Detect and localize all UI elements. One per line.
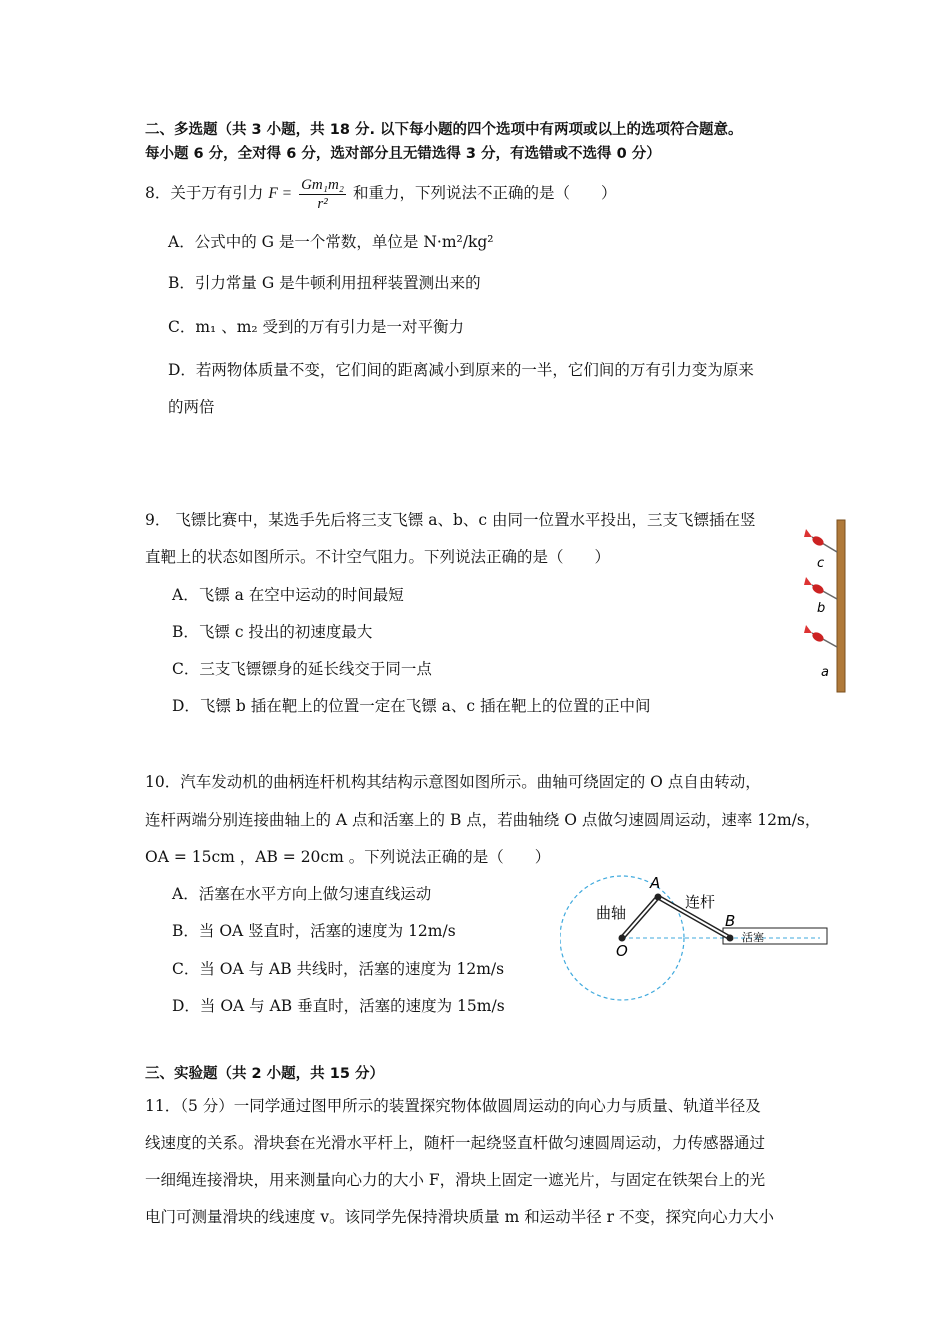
q10-option-a: A．活塞在水平方向上做匀速直线运动	[172, 885, 432, 903]
q10-stem-line2: 连杆两端分别连接曲轴上的 A 点和活塞上的 B 点，若曲轴绕 O 点做匀速圆周运动，速率 12m/s，	[145, 811, 821, 829]
q11-stem-line2: 线速度的关系。滑块套在光滑水平杆上，随杆一起绕竖直杆做匀速圆周运动，力传感器通过	[145, 1134, 766, 1152]
dart-a	[804, 625, 837, 647]
dart-b	[804, 577, 837, 599]
q8-option-d-continued: 的两倍	[168, 398, 215, 416]
q10-option-b: B．当 OA 竖直时，活塞的速度为 12m/s	[172, 922, 456, 940]
q11-stem-line1: 11．（5 分）一同学通过图甲所示的装置探究物体做圆周运动的向心力与质量、轨道半径及	[145, 1097, 761, 1115]
dart-c	[804, 529, 837, 552]
q8-number: 8．	[145, 184, 171, 202]
label-rod: 连杆	[685, 893, 716, 911]
q9-dart-board-figure	[800, 515, 860, 695]
q8-option-c: C．m₁ 、m₂ 受到的万有引力是一对平衡力	[168, 318, 465, 336]
q11-stem-line3: 一细绳连接滑块，用来测量向心力的大小 F，滑块上固定一遮光片，与固定在铁架台上的光	[145, 1171, 766, 1189]
q10-option-d: D．当 OA 与 AB 垂直时，活塞的速度为 15m/s	[172, 997, 505, 1015]
q8-formula-numerator: Gm₁m₂	[301, 176, 345, 193]
q11-stem-line4: 电门可测量滑块的线速度 v。该同学先保持滑块质量 m 和运动半径 r 不变，探究向心力大小	[145, 1208, 775, 1226]
q8-stem-before: 关于万有引力	[170, 184, 264, 202]
q8-formula-fraction	[299, 176, 346, 213]
point-o	[619, 935, 626, 942]
label-a: A	[650, 874, 661, 892]
q9-option-d: D．飞镖 b 插在靶上的位置一定在飞镖 a、c 插在靶上的位置的正中间	[172, 697, 651, 715]
dart-a-label: a	[821, 665, 829, 680]
label-o: O	[616, 942, 628, 960]
q10-crank-rod-figure	[560, 870, 835, 1030]
q8-formula-denominator: r²	[317, 195, 328, 212]
q9-stem-line2: 直靶上的状态如图所示。不计空气阻力。下列说法正确的是（ ）	[145, 548, 611, 566]
q10-stem-line3: OA = 15cm ，AB = 20cm 。下列说法正确的是（ ）	[145, 848, 551, 866]
q9-option-b: B．飞镖 c 投出的初速度最大	[172, 623, 373, 641]
section2-header-line2: 每小题 6 分，全对得 6 分，选对部分且无错选得 3 分，有选错或不选得 0 分）	[145, 146, 661, 162]
q9-option-c: C．三支飞镖镖身的延长线交于同一点	[172, 660, 432, 678]
section3-header: 三、实验题（共 2 小题，共 15 分）	[145, 1066, 384, 1082]
q10-option-c: C．当 OA 与 AB 共线时，活塞的速度为 12m/s	[172, 960, 505, 978]
q8-formula-lhs: F =	[268, 185, 293, 202]
dart-b-label: b	[817, 601, 826, 616]
target-board	[837, 520, 845, 692]
label-b: B	[725, 912, 736, 930]
q8-option-d: D．若两物体质量不变，它们间的距离减小到原来的一半，它们间的万有引力变为原来	[168, 361, 754, 379]
q10-stem-line1: 10．汽车发动机的曲柄连杆机构其结构示意图如图所示。曲轴可绕固定的 O 点自由转动，	[145, 773, 761, 791]
q8-stem	[145, 173, 616, 214]
q8-option-a: A．公式中的 G 是一个常数，单位是 N·m²/kg²	[168, 233, 494, 251]
q9-stem-line1: 9． 飞镖比赛中，某选手先后将三支飞镖 a、b、c 由同一位置水平投出，三支飞镖插在竖	[145, 511, 756, 529]
q9-option-a: A．飞镖 a 在空中运动的时间最短	[172, 586, 404, 604]
q8-stem-after: 和重力，下列说法不正确的是（ ）	[352, 184, 617, 202]
section2-header-line1: 二、多选题（共 3 小题，共 18 分. 以下每小题的四个选项中有两项或以上的选项符合题意。	[145, 122, 743, 138]
piston-cylinder	[723, 928, 827, 944]
dart-c-label: c	[817, 556, 825, 571]
point-b	[727, 935, 734, 942]
label-piston: 活塞	[742, 931, 764, 944]
point-a	[655, 894, 662, 901]
label-crank: 曲轴	[596, 904, 627, 922]
q8-option-b: B．引力常量 G 是牛顿利用扭秤装置测出来的	[168, 274, 481, 292]
